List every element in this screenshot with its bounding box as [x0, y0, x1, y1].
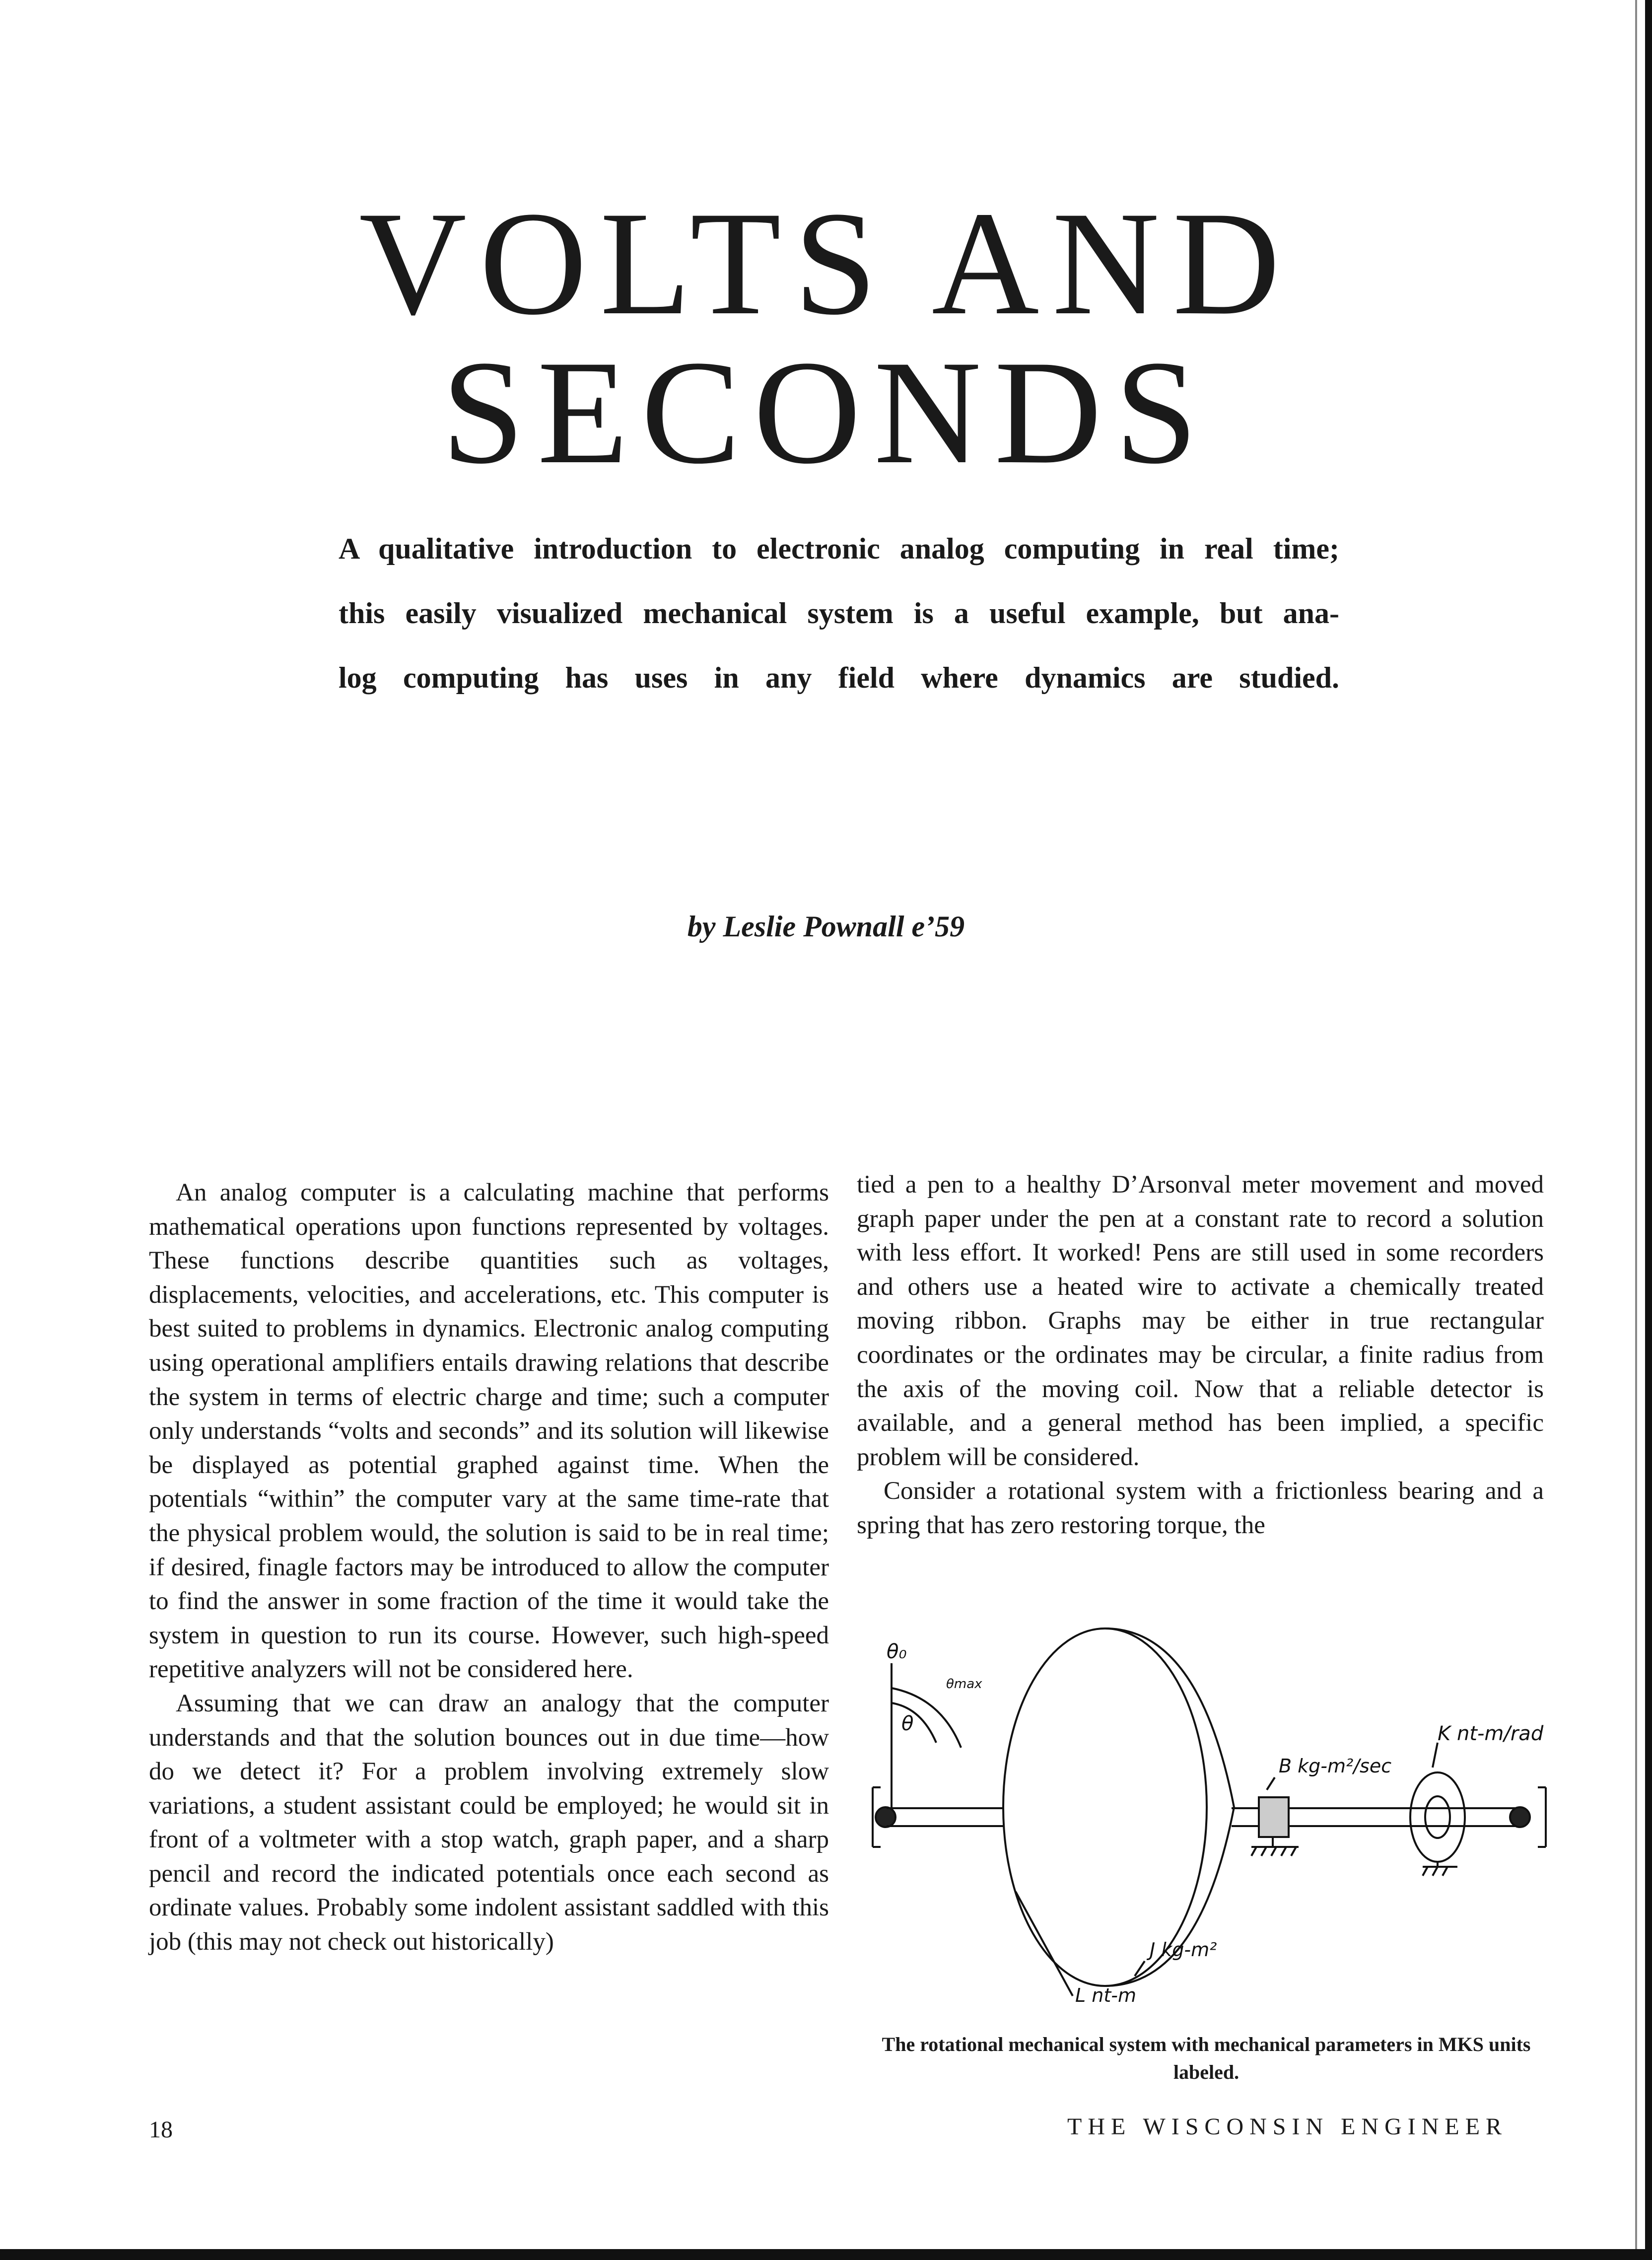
body-column-left: [149, 1176, 829, 1959]
body-column-right: [857, 1168, 1544, 1543]
torsion-spring: [1410, 1772, 1465, 1862]
right-bearing: [1510, 1807, 1530, 1827]
spring-ground: [1423, 1862, 1457, 1876]
body-paragraph: tied a pen to a healthy D’Arsonval meter movement and moved graph paper under the pen at a constant rate to record a solution with less effort. It worked! Pens are still used in some recorders and others use a heated wire to activate a chemically treated moving ribbon. Graphs may be either in true rectangular coordinates or the ordinates may be circular, a finite radius from the axis of the moving coil. Now that a reliable detector is available, and a general method has been implied, a specific problem will be considered.: [857, 1171, 1544, 1471]
byline: by Leslie Pownall e’59: [687, 910, 965, 943]
label-torque: L nt-m: [1075, 1984, 1136, 2006]
scan-border-bottom: [0, 2249, 1652, 2260]
rotational-system-diagram: [867, 1619, 1552, 2006]
article-deck: [339, 516, 1339, 710]
body-paragraph: Consider a rotational system with a frictionless bearing and a spring that has zero restoring torque, the: [857, 1477, 1544, 1539]
page-number: 18: [149, 2117, 173, 2143]
label-spring: K nt-m/rad: [1438, 1722, 1544, 1745]
damper-leader: [1267, 1777, 1275, 1790]
body-paragraph: Assuming that we can draw an analogy that the computer understands and that the solution bounces out in due time—how do we detect it? For a problem involving extremely slow variations, a student assistant could be employed; he would sit in front of a voltmeter with a stop watch, graph paper, and a sharp pencil and record the indicated potentials once each second as ordinate values. Probably some indolent assistant saddled with this job (this may not check out historically): [149, 1689, 829, 1956]
deck-line: A qualitative introduction to electronic analog computing in real time;: [339, 532, 1339, 565]
deck-line: log computing has uses in any field where dynamics are studied.: [339, 661, 1339, 694]
label-theta: θ: [901, 1712, 914, 1735]
label-theta-max: θmax: [946, 1677, 982, 1692]
angle-arrow: [892, 1703, 936, 1743]
damper: [1259, 1797, 1289, 1837]
label-theta0: θ₀: [887, 1640, 907, 1663]
damper-ground: [1251, 1847, 1299, 1856]
right-support: [1538, 1787, 1546, 1847]
figure-caption: The rotational mechanical system with mechanical parameters in MKS units labeled.: [882, 2033, 1531, 2083]
running-title: THE WISCONSIN ENGINEER: [1067, 2114, 1508, 2140]
body-paragraph: An analog computer is a calculating machine that performs mathematical operations upon functions represented by voltages. These functions describe quantities such as voltages, displacements, velocities, and accelerations, etc. This computer is best suited to problems in dynamics. Electronic analog computing using operational amplifiers entails drawing relations that describe the system in terms of electric charge and time; such a computer only understands “volts and seconds” and its solution will likewise be displayed as potential graphed against time. When the potentials “within” the computer vary at the same time-rate that the physical problem would, the solution is said to be in real time; if desired, finagle factors may be introduced to allow the computer to find the answer in some fraction of the time it would take the system in question to run its course. However, such high-speed repetitive analyzers will not be considered here.: [149, 1179, 829, 1684]
spring-leader: [1433, 1743, 1438, 1767]
left-bearing: [876, 1807, 895, 1827]
deck-line: this easily visualized mechanical system is a useful example, but ana-: [339, 597, 1339, 630]
inertia-disk: [1003, 1628, 1207, 1986]
article-title: VOLTS AND SECONDS: [359, 181, 1293, 494]
label-damping: B kg-m²/sec: [1279, 1755, 1392, 1777]
label-inertia: J kg-m²: [1150, 1939, 1217, 1961]
